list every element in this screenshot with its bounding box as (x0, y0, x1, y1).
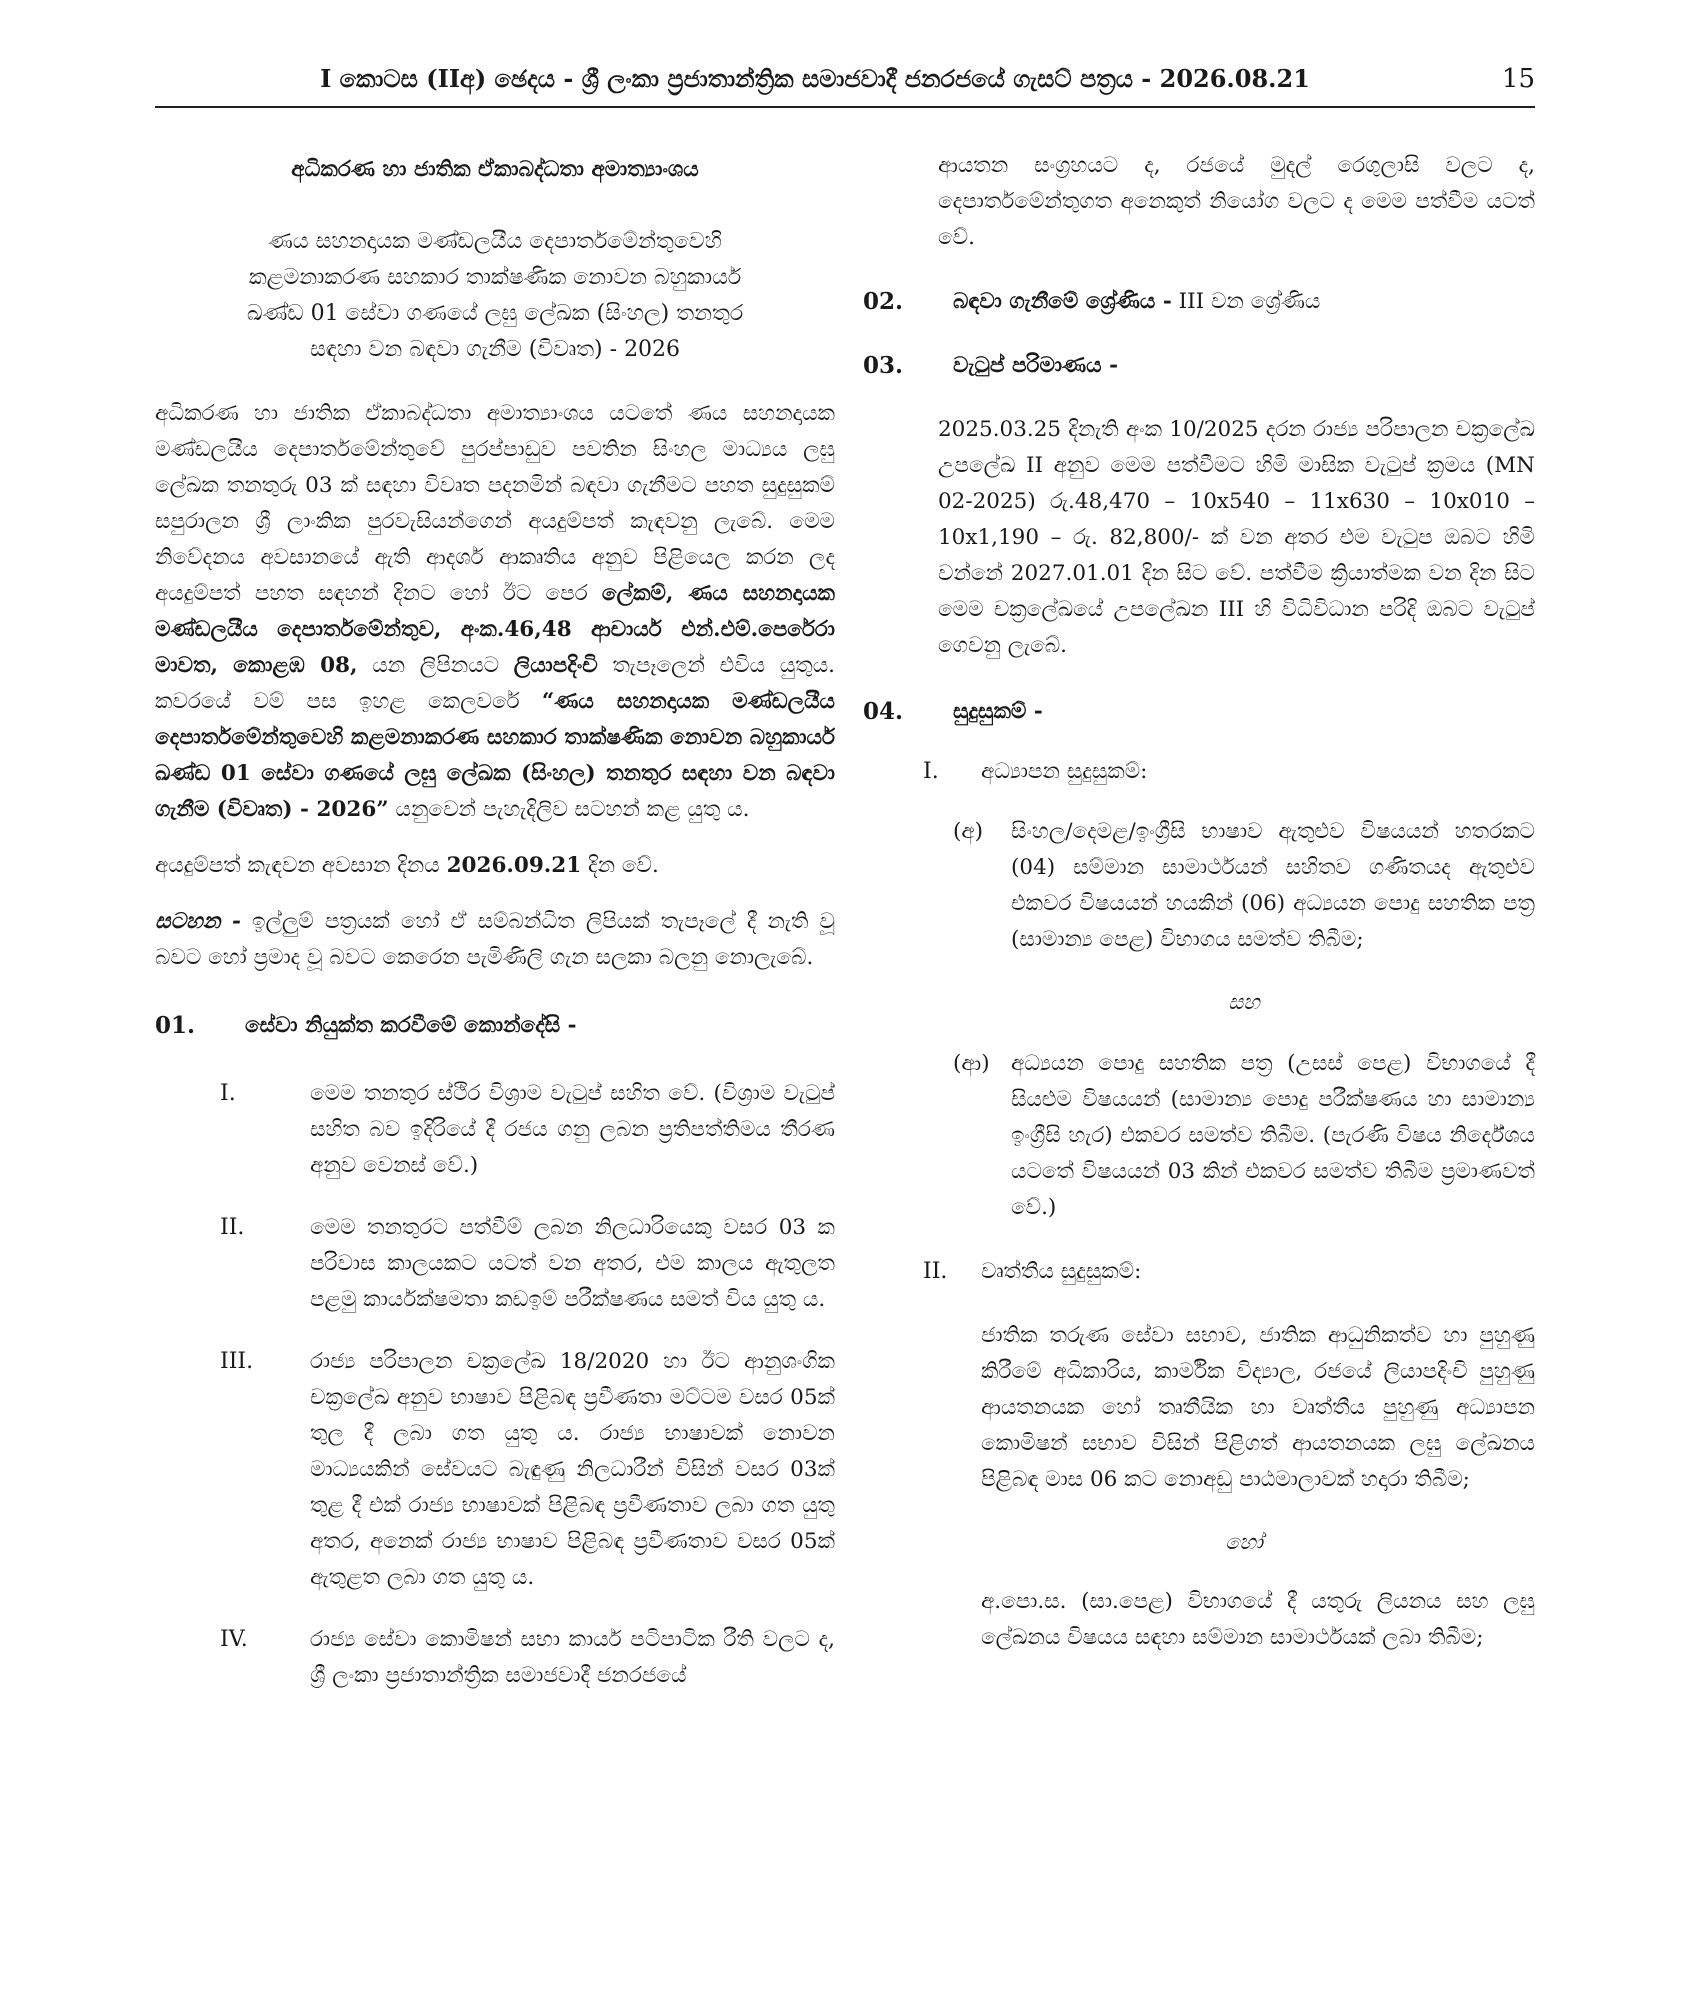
intro-text: අධිකරණ හා ජාතික ඒකාබද්ධතා අමාත්‍යාංශය යටතේ ණය සහනදායක මණ්ඩලයීය දෙපාර්තමේන්තුවේ පුරප්පාඩුව පවතින සිංහල මාධ්‍යය ලඝු ලේඛක තනතුරු 03 ක් සඳහා විවෘත පදනමින් බඳවා ගැනීමට පහත සුදුසුකම් සපුරාලන ශ්‍රී ලාංකික පුරවැසියන්ගෙන් අයදුම්පත් කැඳවනු ලැබේ. මෙම නිවේදනය අවසානයේ ඇති ආදර්ශ ආකෘතිය අනුව පිළියෙල කරන ලද අයදුම්පත් පහත සඳහන් දිනට හෝ ඊට පෙර (155, 401, 835, 606)
gazette-page (155, 58, 1535, 1688)
registered-bold: ලියාපදිංචි (513, 653, 598, 678)
qualification-number: I. (923, 759, 939, 784)
closing-date-paragraph (155, 848, 835, 884)
section-number: 03. (863, 352, 904, 379)
ministry-heading: අධිකරණ හා ජාතික ඒකාබද්ධතා අමාත්‍යාංශය (291, 157, 699, 182)
notice-title-line: සඳහා වන බඳවා ගැනීම (විවෘත) - 2026 (309, 337, 681, 362)
closing-prefix: අයදුම්පත් කැඳවන අවසාන දිනය (155, 853, 447, 878)
qualification-number: II. (923, 1259, 948, 1284)
section-title: සුදුසුකම් - (953, 699, 1043, 724)
section-number: 02. (863, 288, 904, 315)
intro-text: යනුවෙන් පැහැදිලිව සටහන් කළ යුතු ය. (388, 797, 750, 822)
salary-paragraph: 2025.03.25 දිනැති අංක 10/2025 දරන රාජ්‍ය පරිපාලන චක්‍රලේඛ උපලේඛ II අනුව මෙම පත්වීමට හිමි මාසික වැටුප් ක්‍රමය (MN 02-2025) රු.48,470 – 10x540 – 11x630 – 10x010 – 10x1,190 – රු. 82,800/- ක් වන අතර එම වැටුප ඔබට හිමි වන්නේ 2027.01.01 දින සිට වේ. පත්වීම ක්‍රියාත්මක වන දින සිට මෙම චක්‍රලේඛයේ උපලේඛන III හි විධිවිධාන පරිදි ඔබට වැටුප් ගෙවනු ලැබේ. (938, 417, 1535, 658)
section-03-heading (863, 348, 1535, 384)
condition-text: රාජ්‍ය සේවා කොමිෂන් සභා කාර්ය පටිපාටික රීති වලට ද, ශ්‍රී ලංකා ප්‍රජාතාන්ත්‍රික සමාජවාදී ජනරජයේ (310, 1627, 835, 1688)
note-label: සටහන - (155, 909, 241, 934)
sub-qualification (863, 814, 1535, 958)
and-connector: සහ (1228, 990, 1260, 1014)
condition-item (155, 1076, 835, 1184)
qualification-label: අධ්‍යාපන සුදුසුකම්: (981, 759, 1148, 784)
intro-paragraph (155, 396, 835, 828)
condition-continuation: ආයතන සංග්‍රහයට ද, රජයේ මුදල් රෙගුලාසි වලට ද, දෙපාර්තමේන්තුගත අනෙකුත් නියෝග වලට ද මෙම පත්වීම යටත් වේ. (938, 153, 1535, 250)
condition-item (155, 1210, 835, 1318)
condition-text: මෙම තනතුර ස්ථිර විශ්‍රාම වැටුප් සහිත වේ. (විශ්‍රාම වැටුප් සහිත බව ඉදිරියේ දී රජය ගනු ලබන ප්‍රතිපත්තිමය තීරණ අනුව වෙනස් වේ.) (310, 1081, 835, 1178)
address-bold: ලේකම්, ණය සහනදායක මණ්ඩලයීය දෙපාර්තමේන්තුව, අංක.46,48 ආචාර්ය එන්.එම්.පෙරේරා මාවත, කොළඹ 08, (155, 581, 836, 678)
left-column (155, 148, 835, 1694)
section-01-heading (155, 1008, 835, 1044)
section-02-heading (863, 284, 1535, 320)
section-title: බඳවා ගැනීමේ ශ්‍රේණිය - (953, 289, 1172, 314)
condition-number: II. (220, 1215, 245, 1240)
closing-suffix: දින වේ. (581, 853, 659, 878)
right-column (863, 148, 1535, 1656)
notice-title-line: කළමනාකරණ සහකාර තාක්ෂණික නොවන බහුකාර්ය (248, 265, 742, 290)
section-title: වැටුප් පරිමාණය - (953, 353, 1119, 378)
notice-title-line: ඛණ්ඩ 01 සේවා ගණයේ ලඝු ලේඛක (සිංහල) තනතුර (246, 301, 744, 326)
grade-value: III වන ශ්‍රේණිය (1171, 289, 1321, 314)
condition-item (155, 1344, 835, 1596)
closing-date: 2026.09.21 (446, 853, 582, 878)
note-paragraph (155, 904, 835, 976)
page-number: 15 (1501, 64, 1535, 94)
note-text: ඉල්ලුම් පත්‍රයක් හෝ ඒ සම්බන්ධිත ලිපියක් තැපෑලේ දී නැති වූ බවට හෝ ප්‍රමාද වූ බවට කෙරෙන පැමිණිලි ගැන සලකා බලනු නොලැබේ. (155, 909, 835, 970)
condition-text: රාජ්‍ය පරිපාලන චක්‍රලේඛ 18/2020 හා ඊට ආනුශංගික චක්‍රලේඛ අනුව භාෂාව පිළිබඳ ප්‍රවීණතා මට්ටම වසර 05ක් තුල දී ලබා ගත යුතු ය. රාජ්‍ය භාෂාවක් නොවන මාධ්‍යයකින් සේවයට බැඳුණු නිලධාරීන් විසින් වසර 03ක් තුළ දී එක් රාජ්‍ය භාෂාවක් පිළිබඳ ප්‍රවීණතාව ලබා ගත යුතු අතර, අනෙක් රාජ්‍ය භාෂාව පිළිබඳ ප්‍රවීණතාව වසර 05ක් ඇතුළත ලබා ගත යුතු ය. (310, 1349, 835, 1590)
or-connector: හෝ (1225, 1530, 1263, 1554)
vocational-paragraph: ජාතික තරුණ සේවා සභාව, ජාතික ආධුනිකත්ව හා පුහුණු කිරීමේ අධිකාරිය, කාර්මික විද්‍යාල, රජයේ ලියාපදිංචි පුහුණු ආයතනයක හෝ තෘතීයික හා වෘත්තීය පුහුණු අධ්‍යාපන කොමිෂන් සභාව විසින් පිළිගත් ආයතනයක ලඝු ලේඛනය පිළිබඳ මාස 06 කට නොඅඩු පාඨමාලාවක් හදාරා තිබීම; (981, 1323, 1535, 1492)
qualification-item (863, 754, 1535, 790)
sub-label: (අ) (953, 819, 984, 844)
condition-text: මෙම තනතුරට පත්වීම් ලබන නිලධාරියෙකු වසර 03 ක පරිවාස කාලයකට යටත් වන අතර, එම කාලය ඇතුලත පළමු කාර්යක්ෂමතා කඩඉම් පරීක්ෂණය සමත් විය යුතු ය. (310, 1215, 835, 1312)
sub-qualification (863, 1046, 1535, 1226)
condition-number: III. (220, 1349, 254, 1374)
condition-number: IV. (220, 1627, 248, 1652)
intro-text: තැපෑලෙන් එවිය යුතුය. කවරයේ වම් පස ඉහළ කෙලවරේ (155, 653, 835, 714)
page-header (155, 58, 1535, 108)
sub-label: (ආ) (953, 1051, 990, 1076)
notice-title (155, 224, 835, 368)
section-number: 01. (155, 1012, 196, 1039)
condition-number: I. (220, 1081, 236, 1106)
qualification-label: වෘත්තීය සුදුසුකම්: (981, 1259, 1142, 1284)
section-04-heading (863, 694, 1535, 730)
envelope-title-bold: “ණය සහනදායක මණ්ඩලයීය දෙපාර්තමේන්තුවෙහි කළමනාකරණ සහකාර තාක්ෂණික නොවන බහුකාර්ය ඛණ්ඩ 01 සේවා ගණයේ ලඝු ලේඛක (සිංහල) තනතුර සඳහා වන බඳවා ගැනීම (විවෘත) - 2026” (155, 689, 835, 822)
header-title: I කොටස (IIඅ) ඡෙදය - ශ්‍රී ලංකා ප්‍රජාතාන්ත්‍රික සමාජවාදී ජනරජයේ ගැසට් පත්‍රය - 2026.08.21 (320, 64, 1310, 93)
section-number: 04. (863, 698, 904, 725)
notice-title-line: ණය සහනදායක මණ්ඩලයීය දෙපාර්තමේන්තුවෙහි (268, 229, 722, 254)
sub-text: අධ්‍යයන පොදු සහතික පත්‍ර (උසස් පෙළ) විභාගයේ දී සියළුම විෂයයන් (සාමාන්‍ය පොදු පරීක්ෂණය හා සාමාන්‍ය ඉංග්‍රීසි හැර) එකවර සමත්ව තිබීම. (පැරණි විෂය නිර්දේශය යටතේ විෂයයන් 03 කින් එකවර සමත්ව තිබීම ප්‍රමාණවත් වේ.) (1011, 1051, 1535, 1220)
intro-text: යන ලිපිනයට (357, 653, 514, 678)
section-title: සේවා නියුක්ත කරවීමේ කොන්දේසි - (245, 1013, 577, 1038)
ol-paragraph: අ.පො.ස. (සා.පෙළ) විභාගයේ දී යතුරු ලියනය සහ ලඝු ලේඛනය විෂයය සඳහා සම්මාන සාමාර්ථයක් ලබා තිබීම; (981, 1589, 1535, 1650)
qualification-item (863, 1254, 1535, 1290)
sub-text: සිංහල/දෙමළ/ඉංග්‍රීසි භාෂාව ඇතුළුව විෂයයන් හතරකට (04) සම්මාන සාමාර්ථයන් සහිතව ගණිතයද ඇතුළුව එකවර විෂයයන් හයකින් (06) අධ්‍යයන පොදු සහතික පත්‍ර (සාමාන්‍ය පෙළ) විභාගය සමත්ව තිබීම; (1011, 819, 1535, 952)
condition-item (155, 1622, 835, 1694)
